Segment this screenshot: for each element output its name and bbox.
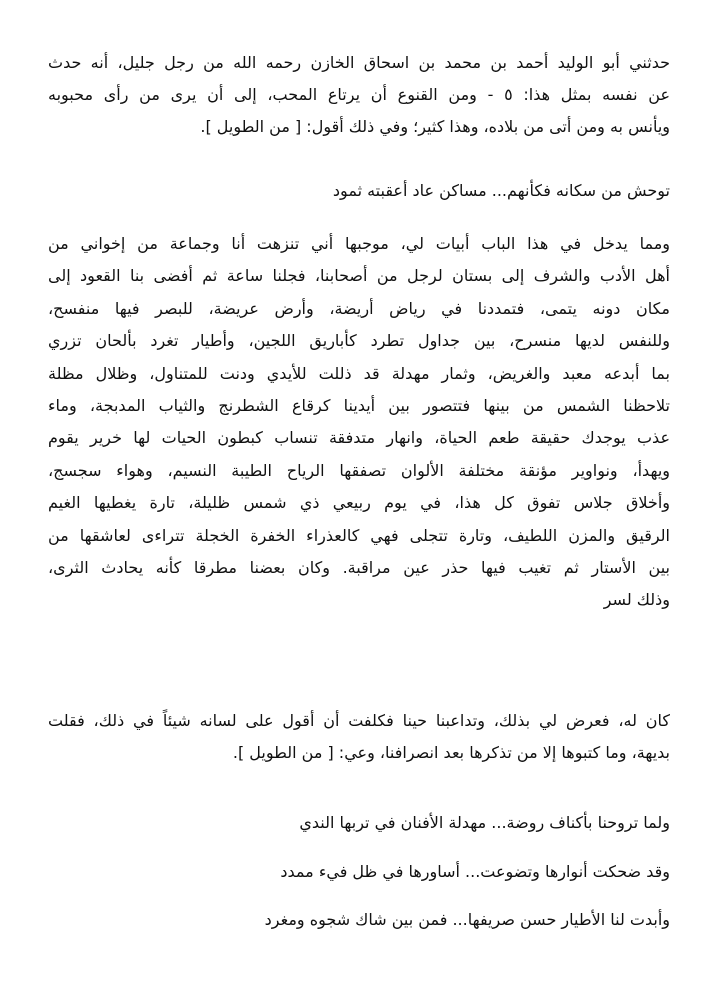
text-line: كان له، فعرض لي بذلك، وتداعبنا حينا فكلفت أن أقول على لسانه شيئاً في ذلك، فقلت [48,711,670,730]
text-line: بما أبدعه معبد والغريض، وثمار مهدلة قد ذللت للأيدي ودنت للمتناول، وظلال مظلة [48,363,670,383]
verse-line: توحش من سكانه فكأنهم... مساكن عاد أعقبته ثمود [332,181,670,200]
paragraph-garden [48,228,670,617]
text-line: وذلك لسر [603,590,670,610]
text-line: ويأنس به ومن أتى من بلاده، وهذا كثير؛ وفي ذلك أقول: [ من الطويل ]. [200,117,670,136]
verse-line: وقد ضحكت أنوارها وتضوعت... أساورها في ظل فيء ممدد [280,861,670,881]
text-line: وللنفس لديها منسرح، بين جداول تطرد كأباريق اللجين، وأطيار تغرد بألحان تزري [48,331,670,351]
text-line: ويهدأ، ونواوير مؤنقة مختلفة الألوان تصفقها الرياح الطيبة النسيم، وهواء سجسج، [48,460,670,480]
text-line: حدثني أبو الوليد أحمد بن محمد بن اسحاق الخازن رحمه الله من رجل جليل، أنه حدث [48,53,670,72]
text-line: وأخلاق جلاس تفوق كل هذا، في يوم ربيعي ذي شمس ظليلة، تارة يغطيها الغيم [48,493,670,513]
verse-single [48,175,670,207]
verse-block [48,799,670,945]
text-line: أهل الأدب والشرف إلى بستان لرجل من أصحابنا، فجلنا ساعة ثم أفضى بنا القعود إلى [48,266,670,286]
text-line: ومما يدخل في هذا الباب أبيات لي، موجبها أني تنزهت أنا وجماعة من إخواني من [48,234,670,253]
verse-line: ولما تروحنا بأكناف روضة... مهدلة الأفنان في تربها الندي [299,813,670,832]
paragraph-improvised [48,705,670,769]
text-line: عذب يوجدك حقيقة طعم الحياة، وانهار متدفقة تنساب كبطون الحيات لها خرير يقوم [48,428,670,448]
text-line: بين الأستار ثم تغيب فيها حذر عين مراقبة. وكان بعضنا مطرقا كأنه يحادث الثرى، [48,558,670,578]
text-line: تلاحظنا الشمس من بينها فتتصور بين أيدينا كرقاع الشطرنج والثياب المدبجة، وماء [48,396,670,416]
paragraph-intro [48,47,670,143]
text-line: عن نفسه بمثل هذا: ٥ - ومن القنوع أن يرتاع المحب، إلى أن يرى من رأى محبوبه [48,85,670,104]
text-line: مكان دونه يتمى، فتمددنا في رياض أريضة، وأرض عريضة، للبصر فيها منفسح، [48,298,670,318]
text-line: بديهة، وما كتبوها إلا من تذكرها بعد انصرافنا، وعي: [ من الطويل ]. [232,743,670,762]
text-line: الرقيق والمزن اللطيف، وتارة تتجلى فهي كالعذراء الخفرة الخجلة تتراءى لعاشقها من [48,525,670,545]
verse-line: وأبدت لنا الأطيار حسن صريفها... فمن بين شاك شجوه ومغرد [264,910,670,929]
